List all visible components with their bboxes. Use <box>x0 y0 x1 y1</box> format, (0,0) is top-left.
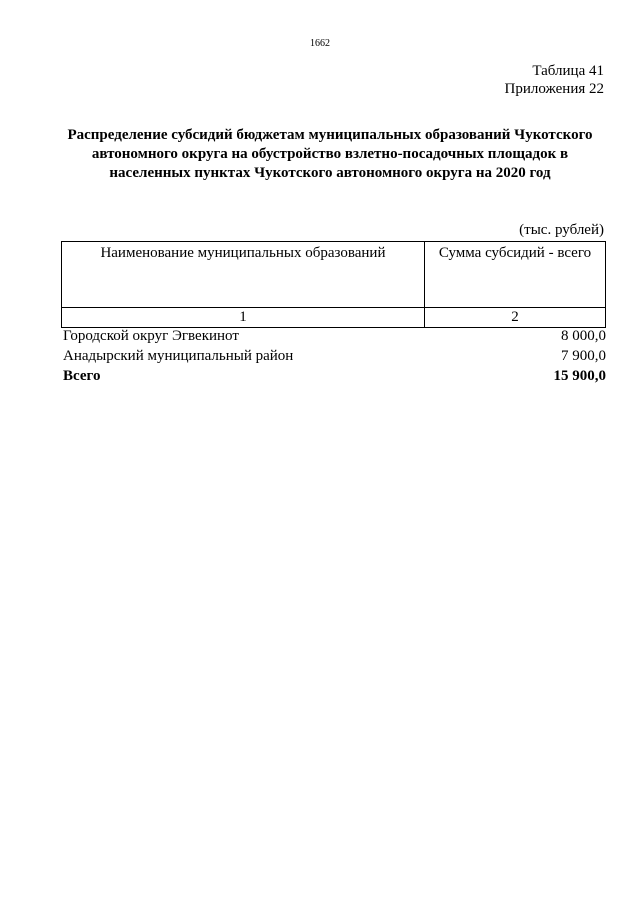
header-municipality: Наименование муниципальных образований <box>62 242 425 308</box>
page-number: 1662 <box>310 38 330 49</box>
table-row <box>63 346 606 366</box>
appendix-number: Приложения 22 <box>504 81 604 97</box>
table-header-row <box>62 242 606 308</box>
table-body <box>63 326 606 386</box>
municipality-name: Городской округ Эгвекинот <box>63 328 239 344</box>
table-reference <box>505 62 605 98</box>
column-number-1: 1 <box>62 308 425 328</box>
subsidy-amount: 8 000,0 <box>561 328 606 344</box>
total-amount: 15 900,0 <box>553 368 606 384</box>
header-subsidy-amount: Сумма субсидий - всего <box>424 242 605 308</box>
municipality-name: Анадырский муниципальный район <box>63 348 294 364</box>
total-label: Всего <box>63 368 101 384</box>
total-row <box>63 366 606 386</box>
subsidy-table <box>61 241 606 328</box>
subsidy-amount: 7 900,0 <box>561 348 606 364</box>
table-number: Таблица 41 <box>532 63 604 79</box>
column-number-row <box>62 308 606 328</box>
document-title: Распределение субсидий бюджетам муниципальных образований Чукотского автономного округа на обустройство взлетно-посадочных площадок в населенных пунктах Чукотского автономного округа на 2020 год <box>67 127 593 181</box>
column-number-2: 2 <box>424 308 605 328</box>
units-label: (тыс. рублей) <box>519 222 604 238</box>
table-row <box>63 326 606 346</box>
